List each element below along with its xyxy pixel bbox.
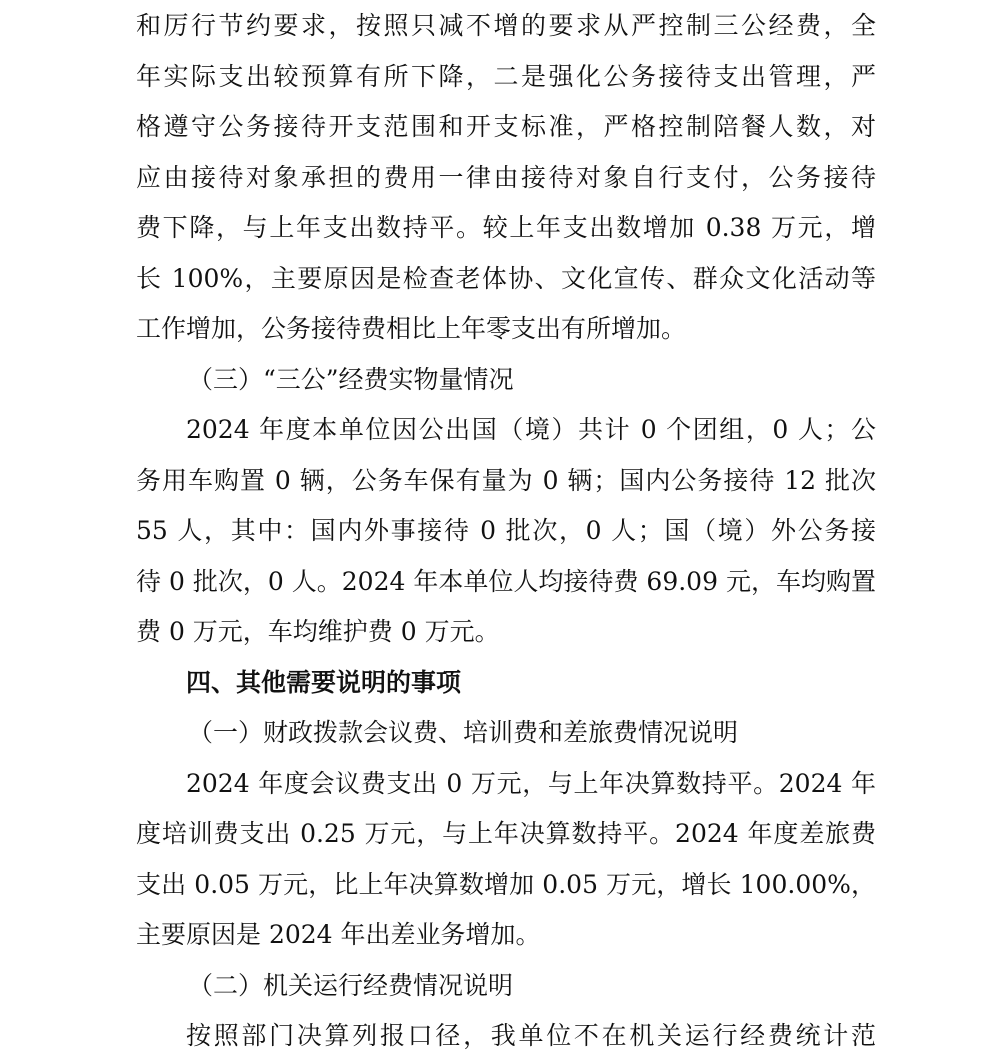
text-line: 2024 年度本单位因公出国（境）共计 0 个团组，0 人；公 xyxy=(186,415,876,444)
section-heading-operating-expenses: （二）机关运行经费情况说明 xyxy=(188,970,514,1000)
text-line: 格遵守公务接待开支范围和开支标准，严格控制陪餐人数，对 xyxy=(136,112,876,141)
text-line: 55 人，其中：国内外事接待 0 批次，0 人；国（境）外公务接 xyxy=(136,516,876,545)
section-heading-sangong-physical: （三）“三公”经费实物量情况 xyxy=(188,364,514,394)
text-line: 和厉行节约要求，按照只减不增的要求从严控制三公经费，全 xyxy=(136,11,876,40)
text-line: 应由接待对象承担的费用一律由接待对象自行支付，公务接待 xyxy=(136,162,876,192)
document-page xyxy=(136,0,876,1062)
section-heading-other-matters: 四、其他需要说明的事项 xyxy=(186,667,462,697)
paragraph-meeting-training-travel xyxy=(136,759,876,961)
text-line: 工作增加，公务接待费相比上年零支出有所增加。 xyxy=(136,314,687,343)
paragraph-operating-expenses xyxy=(136,1011,876,1062)
text-line: 主要原因是 2024 年出差业务增加。 xyxy=(136,920,541,949)
text-line: 费 0 万元，车均维护费 0 万元。 xyxy=(136,617,500,646)
text-line: 2024 年度会议费支出 0 万元，与上年决算数持平。2024 年 xyxy=(186,768,876,798)
text-line: 支出 0.05 万元，比上年决算数增加 0.05 万元，增长 100.00%， xyxy=(136,869,876,899)
text-line: 按照部门决算列报口径，我单位不在机关运行经费统计范 xyxy=(186,1021,876,1050)
text-line: 度培训费支出 0.25 万元，与上年决算数持平。2024 年度差旅费 xyxy=(136,819,876,848)
text-line: 年实际支出较预算有所下降，二是强化公务接待支出管理，严 xyxy=(136,61,876,91)
text-line: 长 100%，主要原因是检查老体协、文化宣传、群众文化活动等 xyxy=(136,263,876,293)
paragraph-sangong-explanation xyxy=(136,1,876,355)
section-heading-meeting-training-travel: （一）财政拨款会议费、培训费和差旅费情况说明 xyxy=(188,718,739,747)
text-line: 待 0 批次，0 人。2024 年本单位人均接待费 69.09 元，车均购置 xyxy=(136,566,876,596)
text-line: 费下降，与上年支出数持平。较上年支出数增加 0.38 万元，增 xyxy=(136,213,876,242)
text-line: 务用车购置 0 辆，公务车保有量为 0 辆；国内公务接待 12 批次 xyxy=(136,465,876,495)
paragraph-sangong-physical xyxy=(136,405,876,658)
